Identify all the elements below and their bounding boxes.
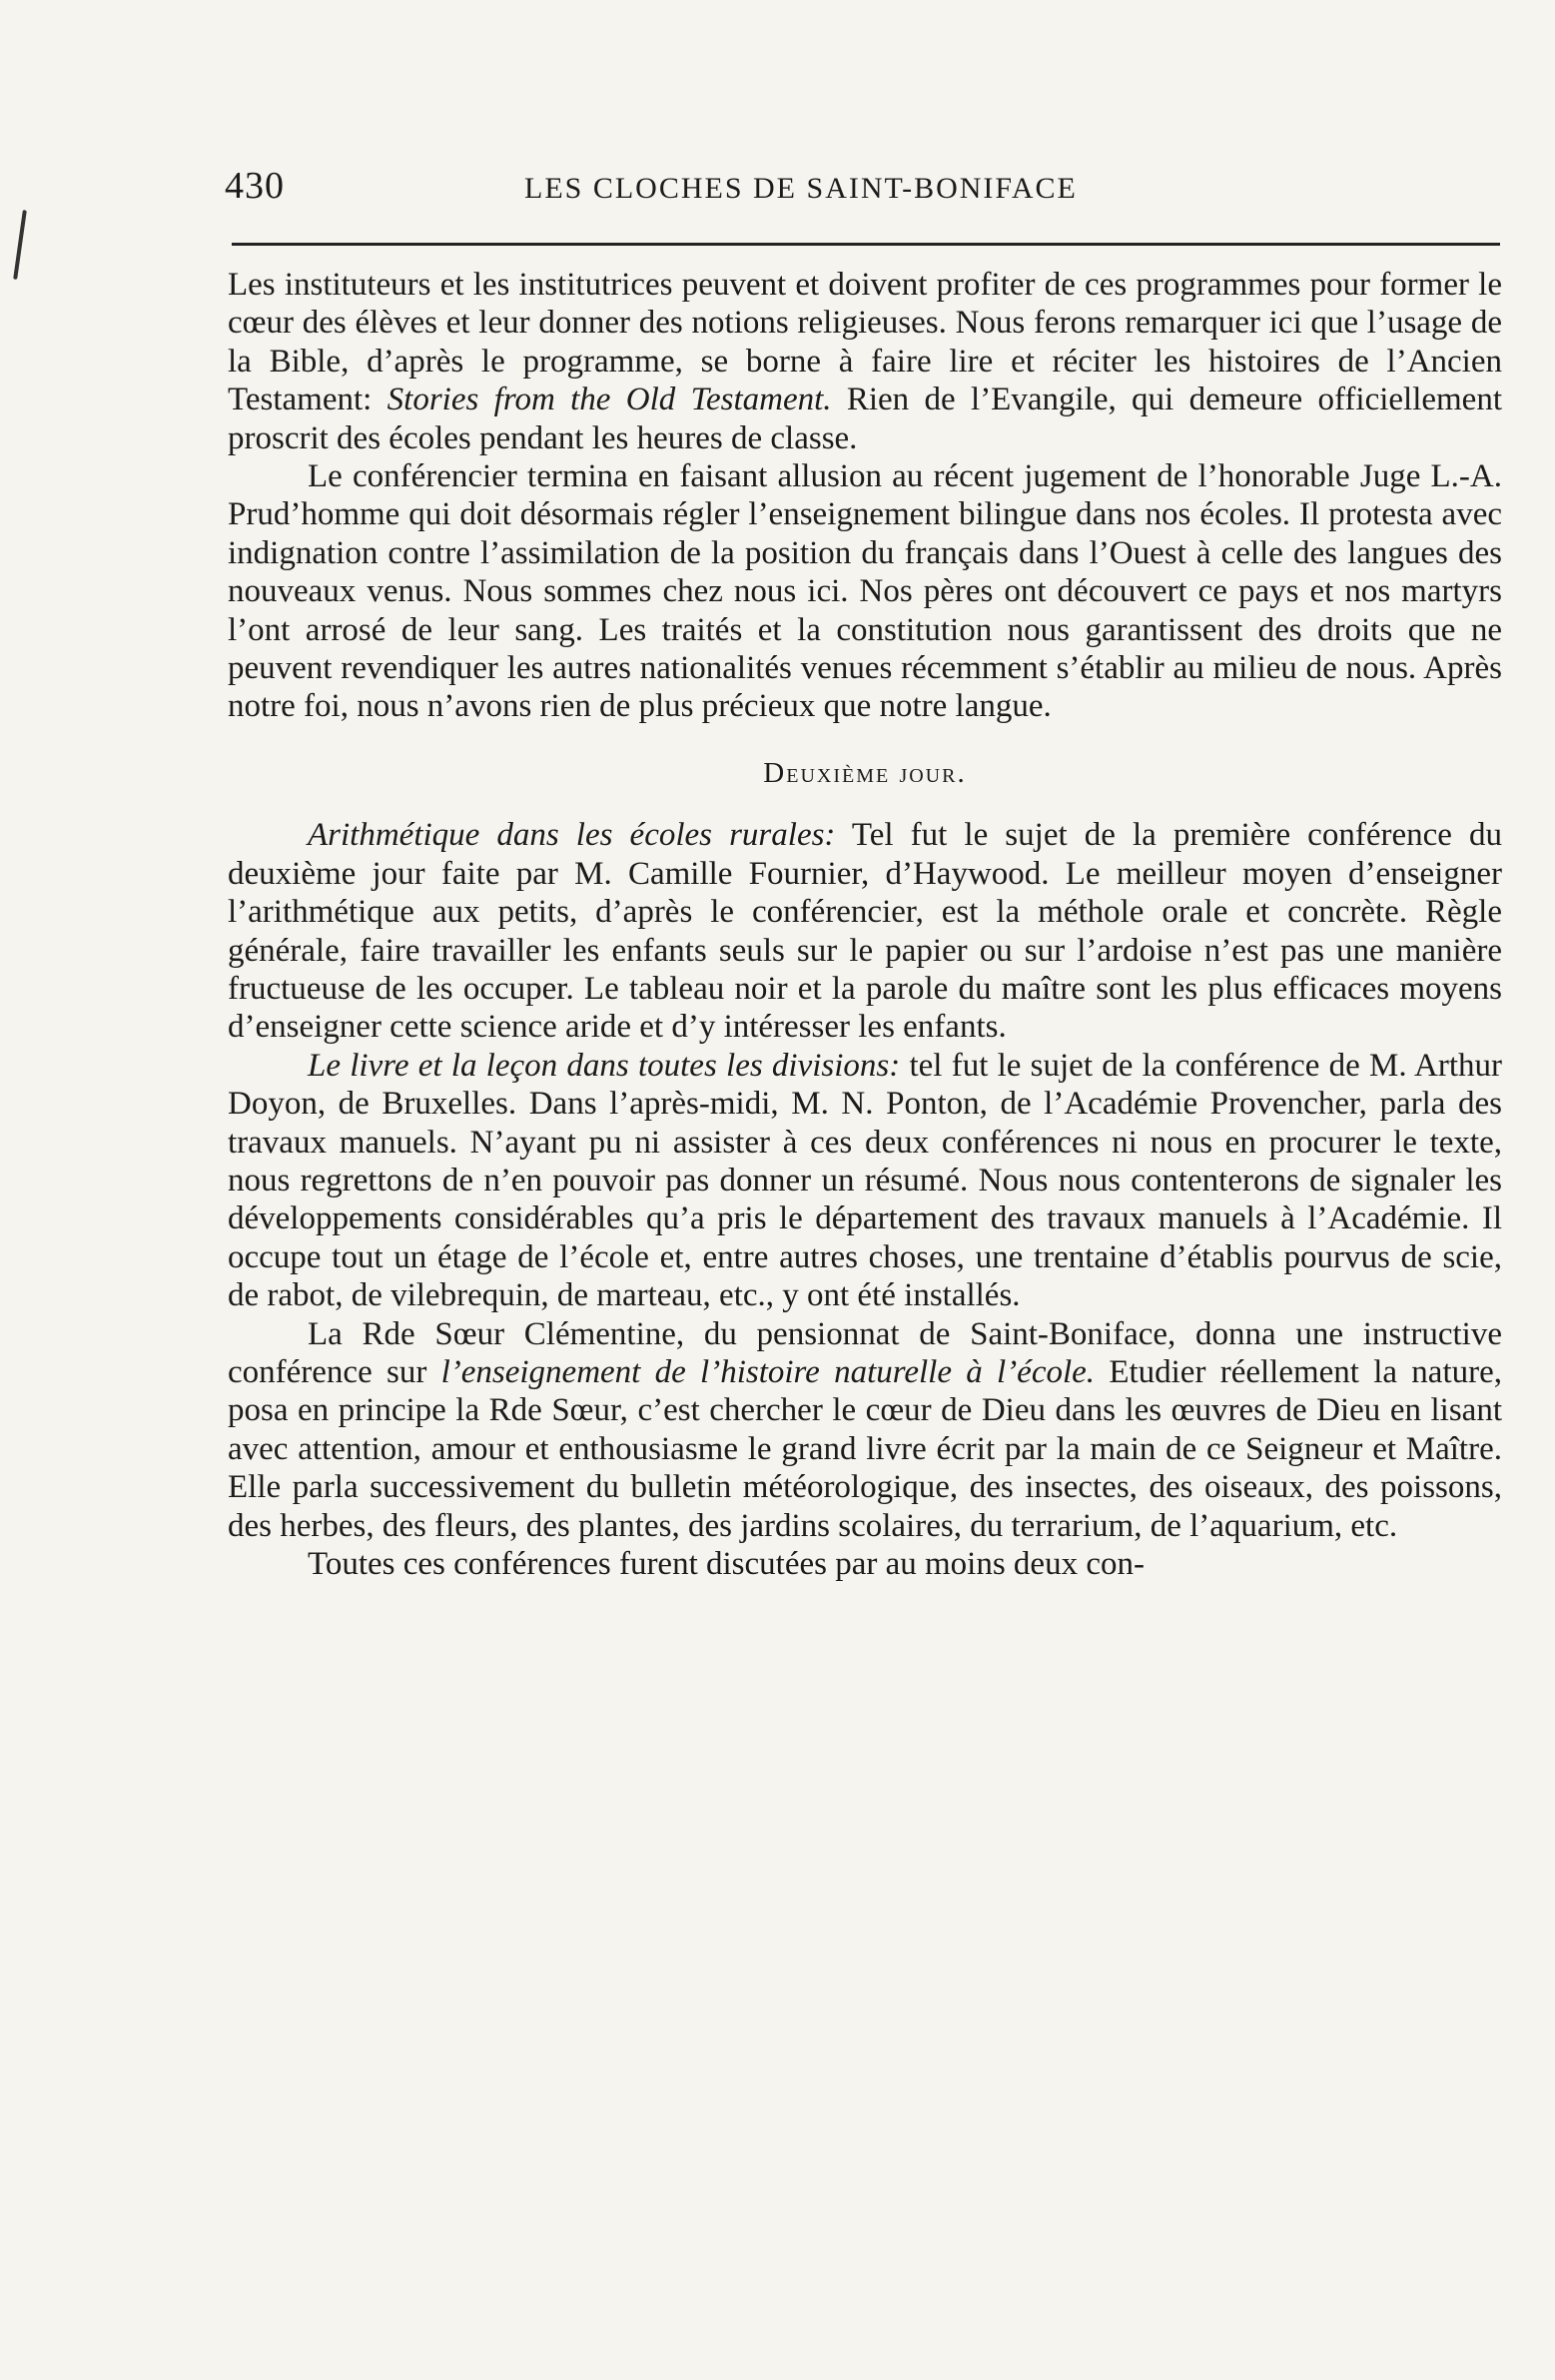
italic-topic-livre: Le livre et la leçon dans toutes les divisions: <box>308 1047 901 1084</box>
section-title: Deuxième jour. <box>763 756 967 789</box>
paragraph-6: Toutes ces conférences furent discutées par au moins deux con- <box>308 1546 1145 1582</box>
body-text <box>228 266 1502 1583</box>
paragraph-3: Arithmétique dans les écoles rurales: Tel fut le sujet de la première conférence du deuxième jour faite par M. Camille Fournier, d’Haywood. Le meilleur moyen d’enseigner l’arithmétique aux petits, d’après le conférencier, est la méthole orale et concrète. Règle générale, faire travailler les enfants seuls sur le papier ou sur l’ardoise n’est pas une manière fructueuse de les occuper. Le tableau noir et la parole du maître sont les plus efficaces moyens d’enseigner cette science aride et d’y intéresser les enfants. <box>228 817 1502 1046</box>
italic-topic-histoire: l’enseignement de l’histoire naturelle à l’école. <box>440 1353 1096 1390</box>
running-title: LES CLOCHES DE SAINT-BONIFACE <box>524 172 1078 205</box>
paragraph-5: La Rde Sœur Clémentine, du pensionnat de Saint-Boniface, donna une instructive conférence sur l’enseignement de l’histoire naturelle à l’école. Etudier réellement la nature, posa en principe la Rde Sœur, c’est chercher le cœur de Dieu dans les œuvres de Dieu en lisant avec attention, amour et enthousiasme le grand livre écrit par la main de ce Seigneur et Maître. Elle parla successivement du bulletin météorologique, des insectes, des oiseaux, des poissons, des herbes, des fleurs, des plantes, des jardins scolaires, du terrarium, de l’aquarium, etc. <box>228 1315 1503 1544</box>
paragraph-2: Le conférencier termina en faisant allusion au récent jugement de l’honorable Juge L.-A. Prud’homme qui doit désormais régler l’enseignement bilingue dans nos écoles. Il protesta avec indignation contre l’assimilation de la position du français dans l’Ouest à celle des langues des nouveaux venus. Nous sommes chez nous ici. Nos pères ont découvert ce pays et nos martyrs l’ont arrosé de leur sang. Les traités et la constitution nous garantissent des droits que ne peuvent revendiquer les autres nationalités venues récemment s’établir au milieu de nous. Après notre foi, nous n’avons rien de plus précieux que notre langue. <box>228 458 1502 725</box>
paragraph-1: Les instituteurs et les institutrices peuvent et doivent profiter de ces programmes pour former le cœur des élèves et leur donner des notions religieuses. Nous ferons remarquer ici que l’usage de la Bible, d’après le programme, se borne à faire lire et réciter les histoires de l’Ancien Testament: Stories from the Old Testament. Rien de l’Evangile, qui demeure officiellement proscrit des écoles pendant les heures de classe. <box>228 267 1502 456</box>
page-number: 430 <box>225 165 285 207</box>
header-rule <box>232 243 1500 246</box>
paragraph-4: Le livre et la leçon dans toutes les divisions: tel fut le sujet de la conférence de M. Arthur Doyon, de Bruxelles. Dans l’après-midi, M. N. Ponton, de l’Académie Provencher, parla des travaux manuels. N’ayant pu ni assister à ces deux conférences ni nous en procurer le texte, nous regrettons de n’en pouvoir pas donner un résumé. Nous nous contenterons de signaler les développements considérables qu’a pris le département des travaux manuels à l’Académie. Il occupe tout un étage de l’école et, entre autres choses, une trentaine d’établis pourvus de scie, de rabot, de vilebrequin, de marteau, etc., y ont été installés. <box>228 1047 1502 1314</box>
margin-mark <box>13 210 27 280</box>
italic-topic-arithmetique: Arithmétique dans les écoles rurales: <box>308 817 836 854</box>
page-header <box>225 160 1508 212</box>
italic-title-stories: Stories from the Old Testament. <box>387 382 832 418</box>
